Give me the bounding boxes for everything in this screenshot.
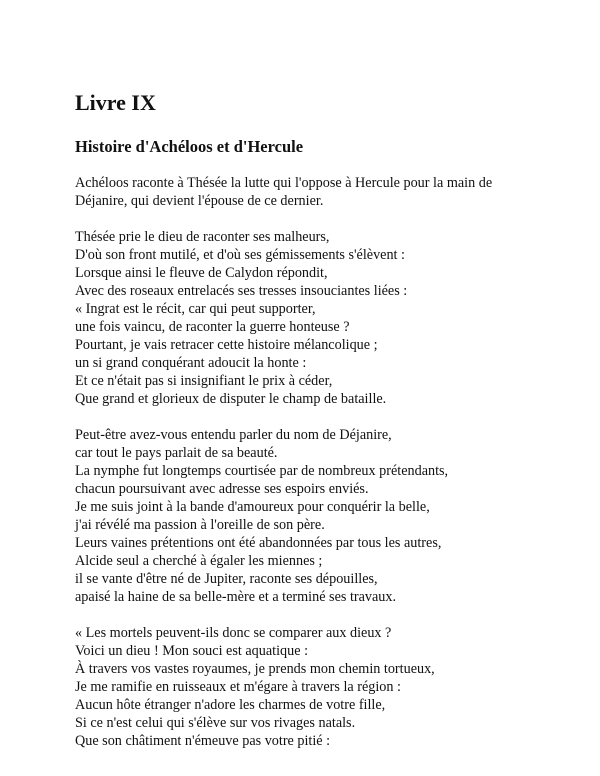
verse-line: Que grand et glorieux de disputer le champ de bataille. [75,391,387,407]
stanza-1 [75,228,575,408]
verse-line: Thésée prie le dieu de raconter ses malheurs, [75,229,330,245]
verse-line: j'ai révélé ma passion à l'oreille de son père. [75,517,325,533]
verse-line: Avec des roseaux entrelacés ses tresses insouciantes liées : [75,283,408,299]
verse-line: il se vante d'être né de Jupiter, raconte ses dépouilles, [75,571,378,587]
verse-line: une fois vaincu, de raconter la guerre honteuse ? [75,319,350,335]
verse-line: Je me suis joint à la bande d'amoureux pour conquérir la belle, [75,499,430,515]
verse-line: « Les mortels peuvent-ils donc se comparer aux dieux ? [75,625,392,641]
stanza-3 [75,624,575,750]
verse-line: Si ce n'est celui qui s'élève sur vos rivages natals. [75,715,356,731]
document-page [75,90,575,750]
verse-line: Voici un dieu ! Mon souci est aquatique : [75,643,309,659]
summary-line: Déjanire, qui devient l'épouse de ce dernier. [75,193,324,209]
verse-line: apaisé la haine de sa belle-mère et a terminé ses travaux. [75,589,397,605]
stanza-2 [75,426,575,606]
verse-line: D'où son front mutilé, et d'où ses gémissements s'élèvent : [75,247,405,263]
verse-line: La nymphe fut longtemps courtisée par de nombreux prétendants, [75,463,449,479]
verse-line: Pourtant, je vais retracer cette histoire mélancolique ; [75,337,378,353]
book-title: Livre IX [75,90,156,115]
verse-line: À travers vos vastes royaumes, je prends mon chemin tortueux, [75,661,435,677]
summary-line: Achéloos raconte à Thésée la lutte qui l'oppose à Hercule pour la main de [75,175,493,191]
verse-line: Aucun hôte étranger n'adore les charmes de votre fille, [75,697,386,713]
verse-line: chacun poursuivant avec adresse ses espoirs enviés. [75,481,369,497]
verse-line: Alcide seul a cherché à égaler les miennes ; [75,553,323,569]
verse-line: « Ingrat est le récit, car qui peut supporter, [75,301,316,317]
verse-line: Et ce n'était pas si insignifiant le prix à céder, [75,373,333,389]
verse-line: Leurs vaines prétentions ont été abandonnées par tous les autres, [75,535,442,551]
section-title: Histoire d'Achéloos et d'Hercule [75,137,304,156]
summary-paragraph [75,174,575,210]
verse-line: Je me ramifie en ruisseaux et m'égare à travers la région : [75,679,401,695]
verse-line: Peut-être avez-vous entendu parler du nom de Déjanire, [75,427,392,443]
verse-line: car tout le pays parlait de sa beauté. [75,445,278,461]
verse-line: un si grand conquérant adoucit la honte : [75,355,307,371]
verse-line: Que son châtiment n'émeuve pas votre pitié : [75,733,331,749]
verse-line: Lorsque ainsi le fleuve de Calydon répondit, [75,265,328,281]
